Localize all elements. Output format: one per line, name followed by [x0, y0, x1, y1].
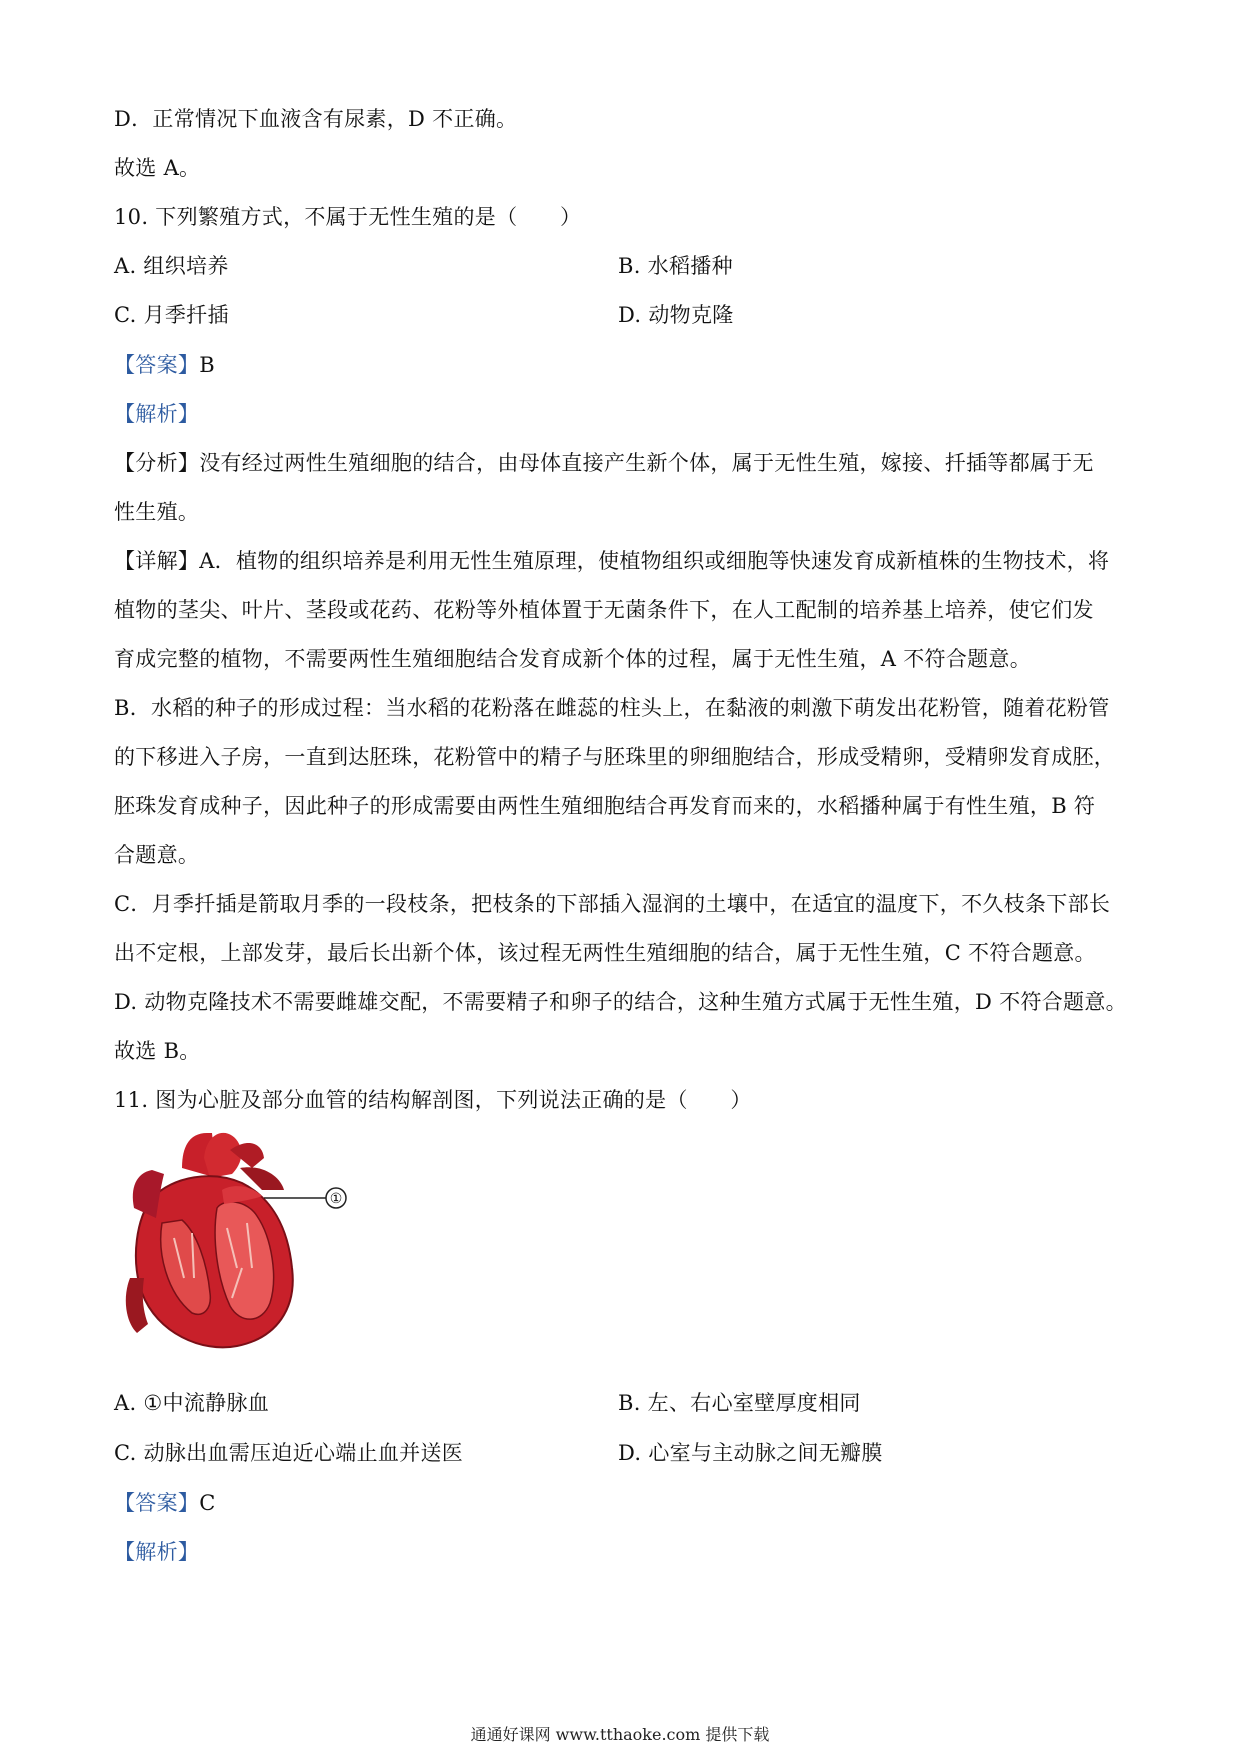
q10-fenxi-line: 【分析】没有经过两性生殖细胞的结合，由母体直接产生新个体，属于无性生殖，嫁接、扦插等都属于无	[114, 451, 1094, 475]
q11-analysis-tag: 【解析】	[114, 1540, 200, 1564]
q11-answer-tag: 【答案】	[114, 1491, 200, 1515]
q11-stem: 11. 图为心脏及部分血管的结构解剖图，下列说法正确的是（ ）	[114, 1088, 752, 1112]
q11-option-b: B. 左、右心室壁厚度相同	[618, 1391, 861, 1415]
q10-detail-line: B．水稻的种子的形成过程：当水稻的花粉落在雌蕊的柱头上，在黏液的刺激下萌发出花粉管，随着花粉管	[114, 696, 1110, 720]
q10-option-b: B. 水稻播种	[618, 254, 733, 278]
q10-detail-line: 的下移进入子房，一直到达胚珠，花粉管中的精子与胚珠里的卵细胞结合，形成受精卵，受精卵发育成胚，	[114, 745, 1116, 769]
q10-conclusion: 故选 B。	[114, 1039, 201, 1063]
q10-answer-line	[114, 350, 1134, 380]
q10-detail-line: 【详解】A．植物的组织培养是利用无性生殖原理，使植物组织或细胞等快速发育成新植株的生物技术，将	[114, 549, 1110, 573]
q11-answer: C	[199, 1491, 216, 1515]
figure-label: ①	[329, 1191, 343, 1207]
heart-diagram	[112, 1128, 352, 1358]
prev-conclusion: 故选 A。	[114, 156, 201, 180]
q10-answer: B	[199, 353, 215, 377]
q10-analysis-tag: 【解析】	[114, 402, 200, 426]
q10-option-c: C. 月季扦插	[114, 303, 229, 327]
q11-option-a: A. ①中流静脉血	[114, 1391, 270, 1415]
q10-detail-line: C．月季扦插是箭取月季的一段枝条，把枝条的下部插入湿润的土壤中，在适宜的温度下，不久枝条下部长	[114, 892, 1111, 916]
q10-detail-line: D. 动物克隆技术不需要雌雄交配，不需要精子和卵子的结合，这种生殖方式属于无性生殖，D 不符合题意。	[114, 990, 1127, 1014]
q10-option-d: D. 动物克隆	[618, 303, 734, 327]
q10-detail-line: 合题意。	[114, 843, 200, 867]
q10-detail-line: 胚珠发育成种子，因此种子的形成需要由两性生殖细胞结合再发育而来的，水稻播种属于有性生殖，B 符	[114, 794, 1096, 818]
q11-answer-line	[114, 1488, 1134, 1518]
q10-option-a: A. 组织培养	[114, 254, 229, 278]
q10-detail-line: 育成完整的植物，不需要两性生殖细胞结合发育成新个体的过程，属于无性生殖，A 不符合题意。	[114, 647, 1032, 671]
footer-credit: 通通好课网 www.tthaoke.com 提供下载	[470, 1725, 770, 1744]
q11-option-c: C. 动脉出血需压迫近心端止血并送医	[114, 1441, 464, 1465]
q11-option-d: D. 心室与主动脉之间无瓣膜	[618, 1441, 883, 1465]
heart-illustration	[112, 1128, 352, 1358]
q10-detail-line: 出不定根，上部发芽，最后长出新个体，该过程无两性生殖细胞的结合，属于无性生殖，C 不符合题意。	[114, 941, 1096, 965]
q10-answer-tag: 【答案】	[114, 353, 200, 377]
q10-stem: 10. 下列繁殖方式，不属于无性生殖的是（ ）	[114, 205, 582, 229]
q10-detail-line: 植物的茎尖、叶片、茎段或花药、花粉等外植体置于无菌条件下，在人工配制的培养基上培养，使它们发	[114, 598, 1094, 622]
q10-fenxi-line: 性生殖。	[114, 500, 200, 524]
prev-option-d: D．正常情况下血液含有尿素，D 不正确。	[114, 107, 518, 131]
